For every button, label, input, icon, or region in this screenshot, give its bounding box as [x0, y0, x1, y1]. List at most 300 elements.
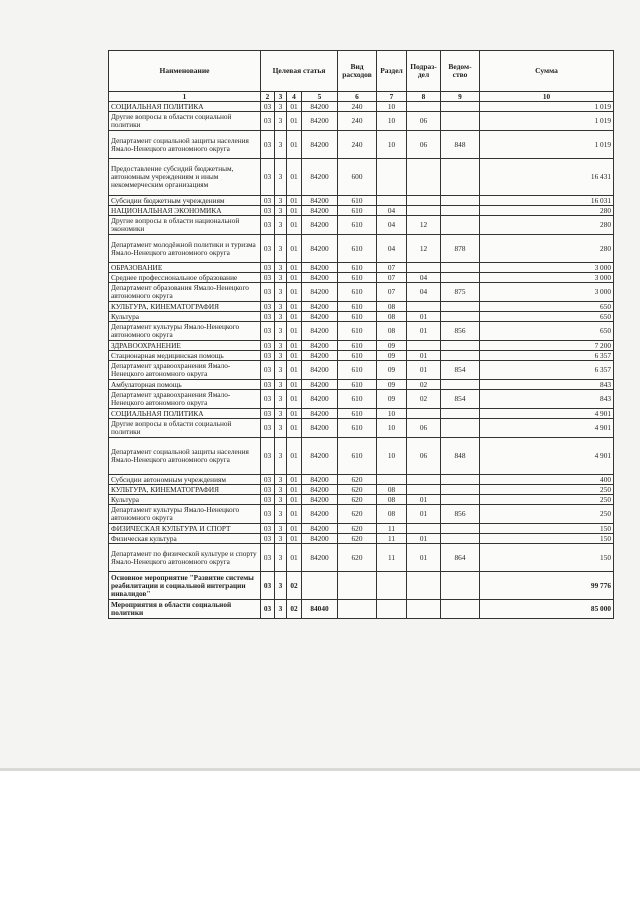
cell-target-program: 03	[261, 409, 275, 419]
cell-target-direction: 84200	[302, 419, 338, 438]
cell-target-program: 03	[261, 361, 275, 380]
cell-target-activity: 01	[287, 505, 302, 524]
table-row	[109, 302, 614, 312]
col-number: 2	[261, 92, 275, 102]
cell-target-direction: 84200	[302, 112, 338, 131]
table-row	[109, 600, 614, 619]
cell-department	[441, 409, 480, 419]
cell-amount: 650	[480, 322, 614, 341]
cell-target-program: 03	[261, 380, 275, 390]
cell-section: 09	[377, 351, 407, 361]
cell-department: 848	[441, 438, 480, 475]
cell-target-activity: 01	[287, 341, 302, 351]
cell-target-program: 03	[261, 475, 275, 485]
col-number: 9	[441, 92, 480, 102]
cell-department	[441, 112, 480, 131]
cell-department	[441, 216, 480, 235]
cell-name: Стационарная медицинская помощь	[109, 351, 261, 361]
cell-subsection	[407, 263, 441, 273]
cell-subsection: 01	[407, 312, 441, 322]
cell-target-activity: 01	[287, 495, 302, 505]
cell-target-direction: 84200	[302, 283, 338, 302]
cell-target-activity: 01	[287, 485, 302, 495]
cell-expense-type: 610	[338, 312, 377, 322]
cell-subsection	[407, 485, 441, 495]
table-row	[109, 495, 614, 505]
cell-subsection: 01	[407, 361, 441, 380]
table-row	[109, 351, 614, 361]
cell-section	[377, 196, 407, 206]
cell-department	[441, 312, 480, 322]
cell-target-subprogram: 3	[275, 419, 287, 438]
cell-subsection	[407, 196, 441, 206]
cell-amount: 150	[480, 534, 614, 544]
cell-amount: 1 019	[480, 131, 614, 159]
cell-section: 04	[377, 216, 407, 235]
cell-name: Предоставление субсидий бюджетным, автономным учреждениям и иным некоммерческим организациям	[109, 159, 261, 196]
cell-subsection: 01	[407, 534, 441, 544]
cell-amount: 1 019	[480, 112, 614, 131]
col-number: 8	[407, 92, 441, 102]
header-section: Раздел	[377, 51, 407, 92]
cell-name: Департамент по физической культуре и спорту Ямало-Ненецкого автономного округа	[109, 544, 261, 572]
cell-target-subprogram: 3	[275, 505, 287, 524]
header-department: Ведом-ство	[441, 51, 480, 92]
cell-target-program: 03	[261, 302, 275, 312]
table-row	[109, 196, 614, 206]
cell-section: 07	[377, 283, 407, 302]
cell-target-activity: 01	[287, 380, 302, 390]
cell-section	[377, 572, 407, 600]
cell-section: 09	[377, 390, 407, 409]
cell-expense-type: 610	[338, 322, 377, 341]
table-row	[109, 534, 614, 544]
cell-target-subprogram: 3	[275, 159, 287, 196]
cell-target-direction: 84040	[302, 600, 338, 619]
cell-amount: 6 357	[480, 361, 614, 380]
cell-name: СОЦИАЛЬНАЯ ПОЛИТИКА	[109, 409, 261, 419]
cell-department	[441, 263, 480, 273]
table-row	[109, 112, 614, 131]
cell-target-subprogram: 3	[275, 390, 287, 409]
table-row	[109, 216, 614, 235]
cell-target-subprogram: 3	[275, 544, 287, 572]
cell-target-subprogram: 3	[275, 341, 287, 351]
table-row	[109, 235, 614, 263]
cell-amount: 3 000	[480, 283, 614, 302]
cell-target-direction: 84200	[302, 322, 338, 341]
header-amount: Сумма	[480, 51, 614, 92]
cell-section: 08	[377, 322, 407, 341]
header-target-article: Целевая статья	[261, 51, 338, 92]
cell-department: 848	[441, 131, 480, 159]
cell-amount: 650	[480, 302, 614, 312]
table-row	[109, 312, 614, 322]
table-row	[109, 263, 614, 273]
cell-target-subprogram: 3	[275, 206, 287, 216]
cell-amount: 150	[480, 544, 614, 572]
cell-target-program: 03	[261, 390, 275, 409]
cell-subsection: 04	[407, 283, 441, 302]
cell-section: 04	[377, 235, 407, 263]
cell-target-program: 03	[261, 505, 275, 524]
cell-department	[441, 206, 480, 216]
cell-section: 08	[377, 495, 407, 505]
cell-name: КУЛЬТУРА, КИНЕМАТОГРАФИЯ	[109, 302, 261, 312]
cell-target-subprogram: 3	[275, 409, 287, 419]
cell-amount: 250	[480, 495, 614, 505]
cell-section: 11	[377, 544, 407, 572]
cell-target-direction: 84200	[302, 380, 338, 390]
cell-target-subprogram: 3	[275, 380, 287, 390]
cell-department: 864	[441, 544, 480, 572]
cell-amount: 85 000	[480, 600, 614, 619]
cell-target-activity: 01	[287, 206, 302, 216]
cell-section: 10	[377, 409, 407, 419]
cell-expense-type: 610	[338, 206, 377, 216]
table-row	[109, 283, 614, 302]
col-number: 7	[377, 92, 407, 102]
col-number: 6	[338, 92, 377, 102]
table-body	[109, 102, 614, 619]
cell-target-subprogram: 3	[275, 112, 287, 131]
cell-target-activity: 01	[287, 131, 302, 159]
cell-expense-type: 240	[338, 112, 377, 131]
cell-name: Другие вопросы в области социальной политики	[109, 112, 261, 131]
col-number: 1	[109, 92, 261, 102]
cell-target-program: 03	[261, 112, 275, 131]
cell-section: 07	[377, 273, 407, 283]
cell-section: 08	[377, 302, 407, 312]
cell-name: Департамент социальной защиты населения Ямало-Ненецкого автономного округа	[109, 131, 261, 159]
cell-section: 11	[377, 524, 407, 534]
cell-section: 10	[377, 131, 407, 159]
header-expense-type: Вид расходов	[338, 51, 377, 92]
cell-expense-type: 620	[338, 475, 377, 485]
cell-name: Амбулаторная помощь	[109, 380, 261, 390]
cell-target-program: 03	[261, 322, 275, 341]
cell-name: Департамент культуры Ямало-Ненецкого автономного округа	[109, 322, 261, 341]
cell-target-direction: 84200	[302, 409, 338, 419]
cell-target-program: 03	[261, 495, 275, 505]
cell-target-activity: 01	[287, 273, 302, 283]
cell-subsection	[407, 206, 441, 216]
cell-target-activity: 01	[287, 112, 302, 131]
cell-expense-type: 240	[338, 102, 377, 112]
cell-amount: 250	[480, 505, 614, 524]
cell-target-subprogram: 3	[275, 572, 287, 600]
cell-department: 875	[441, 283, 480, 302]
cell-target-subprogram: 3	[275, 131, 287, 159]
cell-target-subprogram: 3	[275, 600, 287, 619]
cell-subsection: 06	[407, 438, 441, 475]
cell-target-activity: 01	[287, 361, 302, 380]
cell-target-program: 03	[261, 131, 275, 159]
cell-department: 856	[441, 505, 480, 524]
cell-target-program: 03	[261, 485, 275, 495]
cell-department	[441, 572, 480, 600]
cell-target-activity: 01	[287, 102, 302, 112]
cell-section	[377, 159, 407, 196]
cell-target-program: 03	[261, 524, 275, 534]
cell-target-program: 03	[261, 102, 275, 112]
cell-expense-type: 610	[338, 390, 377, 409]
cell-name: Среднее профессиональное образование	[109, 273, 261, 283]
cell-target-direction: 84200	[302, 159, 338, 196]
cell-section: 09	[377, 341, 407, 351]
cell-target-activity: 01	[287, 263, 302, 273]
cell-subsection: 06	[407, 131, 441, 159]
cell-target-program: 03	[261, 263, 275, 273]
header-row	[109, 51, 614, 92]
table-row	[109, 438, 614, 475]
cell-target-subprogram: 3	[275, 216, 287, 235]
table-row	[109, 273, 614, 283]
table-row	[109, 524, 614, 534]
cell-section: 09	[377, 380, 407, 390]
cell-target-activity: 01	[287, 235, 302, 263]
cell-department	[441, 534, 480, 544]
cell-expense-type: 610	[338, 351, 377, 361]
cell-subsection	[407, 600, 441, 619]
cell-target-program: 03	[261, 216, 275, 235]
table-row	[109, 544, 614, 572]
cell-amount: 4 901	[480, 419, 614, 438]
cell-subsection: 12	[407, 235, 441, 263]
cell-target-direction: 84200	[302, 216, 338, 235]
cell-target-program: 03	[261, 273, 275, 283]
cell-target-subprogram: 3	[275, 235, 287, 263]
cell-target-activity: 01	[287, 390, 302, 409]
cell-target-direction: 84200	[302, 263, 338, 273]
cell-department	[441, 600, 480, 619]
table-row	[109, 475, 614, 485]
cell-department	[441, 159, 480, 196]
cell-subsection: 01	[407, 505, 441, 524]
cell-department	[441, 485, 480, 495]
cell-target-program: 03	[261, 438, 275, 475]
table-row	[109, 419, 614, 438]
table-row	[109, 505, 614, 524]
cell-target-direction: 84200	[302, 534, 338, 544]
cell-target-subprogram: 3	[275, 438, 287, 475]
cell-target-direction: 84200	[302, 235, 338, 263]
cell-department	[441, 102, 480, 112]
cell-expense-type: 610	[338, 341, 377, 351]
cell-name: Департамент здравоохранения Ямало-Ненецкого автономного округа	[109, 361, 261, 380]
cell-subsection: 06	[407, 112, 441, 131]
cell-department	[441, 495, 480, 505]
cell-target-subprogram: 3	[275, 312, 287, 322]
cell-subsection	[407, 302, 441, 312]
cell-target-subprogram: 3	[275, 351, 287, 361]
cell-target-subprogram: 3	[275, 534, 287, 544]
header-name: Наименование	[109, 51, 261, 92]
cell-expense-type: 620	[338, 505, 377, 524]
cell-amount: 400	[480, 475, 614, 485]
cell-target-direction: 84200	[302, 390, 338, 409]
cell-expense-type: 600	[338, 159, 377, 196]
cell-target-program: 03	[261, 419, 275, 438]
cell-target-direction: 84200	[302, 438, 338, 475]
cell-target-direction: 84200	[302, 361, 338, 380]
cell-amount: 3 000	[480, 273, 614, 283]
cell-target-direction: 84200	[302, 351, 338, 361]
cell-amount: 843	[480, 390, 614, 409]
cell-target-direction: 84200	[302, 505, 338, 524]
table-row	[109, 341, 614, 351]
cell-target-direction: 84200	[302, 544, 338, 572]
cell-name: СОЦИАЛЬНАЯ ПОЛИТИКА	[109, 102, 261, 112]
col-number: 10	[480, 92, 614, 102]
cell-amount: 843	[480, 380, 614, 390]
cell-name: Мероприятия в области социальной политики	[109, 600, 261, 619]
cell-subsection: 02	[407, 380, 441, 390]
cell-subsection: 12	[407, 216, 441, 235]
cell-name: Основное мероприятие "Развитие системы реабилитации и социальной интеграции инвалидов"	[109, 572, 261, 600]
cell-name: НАЦИОНАЛЬНАЯ ЭКОНОМИКА	[109, 206, 261, 216]
cell-target-activity: 01	[287, 283, 302, 302]
cell-department	[441, 196, 480, 206]
cell-subsection: 04	[407, 273, 441, 283]
cell-target-activity: 01	[287, 312, 302, 322]
cell-target-direction: 84200	[302, 102, 338, 112]
cell-name: Другие вопросы в области социальной политики	[109, 419, 261, 438]
cell-amount: 280	[480, 235, 614, 263]
cell-target-subprogram: 3	[275, 302, 287, 312]
cell-name: ОБРАЗОВАНИЕ	[109, 263, 261, 273]
cell-target-direction: 84200	[302, 485, 338, 495]
cell-subsection: 06	[407, 419, 441, 438]
cell-target-activity: 01	[287, 419, 302, 438]
cell-target-activity: 01	[287, 196, 302, 206]
cell-target-direction	[302, 572, 338, 600]
cell-department: 854	[441, 361, 480, 380]
cell-department	[441, 302, 480, 312]
cell-section: 04	[377, 206, 407, 216]
cell-target-subprogram: 3	[275, 322, 287, 341]
cell-subsection	[407, 475, 441, 485]
cell-target-subprogram: 3	[275, 263, 287, 273]
cell-department: 854	[441, 390, 480, 409]
cell-amount: 650	[480, 312, 614, 322]
cell-name: Департамент здравоохранения Ямало-Ненецкого автономного округа	[109, 390, 261, 409]
cell-subsection	[407, 102, 441, 112]
cell-target-subprogram: 3	[275, 283, 287, 302]
cell-target-activity: 01	[287, 544, 302, 572]
cell-section: 10	[377, 438, 407, 475]
cell-target-activity: 02	[287, 600, 302, 619]
cell-name: Департамент культуры Ямало-Ненецкого автономного округа	[109, 505, 261, 524]
cell-subsection: 01	[407, 322, 441, 341]
cell-section: 10	[377, 112, 407, 131]
cell-name: Департамент молодёжной политики и туризма Ямало-Ненецкого автономного округа	[109, 235, 261, 263]
cell-expense-type: 610	[338, 438, 377, 475]
cell-name: Культура	[109, 495, 261, 505]
cell-target-direction: 84200	[302, 475, 338, 485]
cell-name: Субсидии автономным учреждениям	[109, 475, 261, 485]
cell-subsection: 01	[407, 351, 441, 361]
cell-expense-type: 610	[338, 196, 377, 206]
cell-department	[441, 341, 480, 351]
cell-target-activity: 01	[287, 351, 302, 361]
cell-target-direction: 84200	[302, 206, 338, 216]
cell-amount: 7 200	[480, 341, 614, 351]
cell-subsection	[407, 341, 441, 351]
scan-edge	[0, 768, 640, 771]
table-row	[109, 102, 614, 112]
cell-target-activity: 01	[287, 475, 302, 485]
cell-expense-type: 610	[338, 361, 377, 380]
cell-section: 08	[377, 312, 407, 322]
cell-expense-type: 620	[338, 534, 377, 544]
cell-expense-type: 620	[338, 524, 377, 534]
cell-expense-type: 620	[338, 495, 377, 505]
cell-target-direction: 84200	[302, 495, 338, 505]
cell-expense-type: 610	[338, 216, 377, 235]
table-row	[109, 361, 614, 380]
cell-expense-type: 610	[338, 235, 377, 263]
cell-target-direction: 84200	[302, 302, 338, 312]
cell-amount: 280	[480, 206, 614, 216]
cell-target-program: 03	[261, 159, 275, 196]
cell-target-program: 03	[261, 235, 275, 263]
cell-expense-type	[338, 572, 377, 600]
cell-subsection	[407, 159, 441, 196]
cell-section: 08	[377, 485, 407, 495]
cell-name: Другие вопросы в области национальной экономики	[109, 216, 261, 235]
cell-amount: 99 776	[480, 572, 614, 600]
cell-target-activity: 01	[287, 159, 302, 196]
cell-department	[441, 351, 480, 361]
cell-target-direction: 84200	[302, 131, 338, 159]
cell-department	[441, 380, 480, 390]
cell-section: 10	[377, 419, 407, 438]
cell-section	[377, 600, 407, 619]
cell-target-program: 03	[261, 351, 275, 361]
cell-name: КУЛЬТУРА, КИНЕМАТОГРАФИЯ	[109, 485, 261, 495]
cell-target-subprogram: 3	[275, 475, 287, 485]
cell-target-activity: 01	[287, 322, 302, 341]
cell-target-subprogram: 3	[275, 273, 287, 283]
cell-target-activity: 01	[287, 524, 302, 534]
cell-section: 10	[377, 102, 407, 112]
col-number: 5	[302, 92, 338, 102]
table-row	[109, 206, 614, 216]
cell-target-direction: 84200	[302, 524, 338, 534]
cell-target-subprogram: 3	[275, 485, 287, 495]
cell-amount: 250	[480, 485, 614, 495]
cell-department	[441, 419, 480, 438]
cell-name: Департамент социальной защиты населения Ямало-Ненецкого автономного округа	[109, 438, 261, 475]
cell-target-program: 03	[261, 206, 275, 216]
cell-name: Департамент образования Ямало-Ненецкого автономного округа	[109, 283, 261, 302]
header-subsection: Подраз-дел	[407, 51, 441, 92]
cell-section: 11	[377, 534, 407, 544]
cell-amount: 280	[480, 216, 614, 235]
cell-department	[441, 524, 480, 534]
cell-subsection	[407, 409, 441, 419]
cell-expense-type: 610	[338, 273, 377, 283]
cell-expense-type: 240	[338, 131, 377, 159]
cell-target-direction: 84200	[302, 273, 338, 283]
cell-target-program: 03	[261, 341, 275, 351]
cell-target-direction: 84200	[302, 312, 338, 322]
cell-department: 856	[441, 322, 480, 341]
cell-subsection: 01	[407, 495, 441, 505]
cell-department: 878	[441, 235, 480, 263]
cell-expense-type	[338, 600, 377, 619]
